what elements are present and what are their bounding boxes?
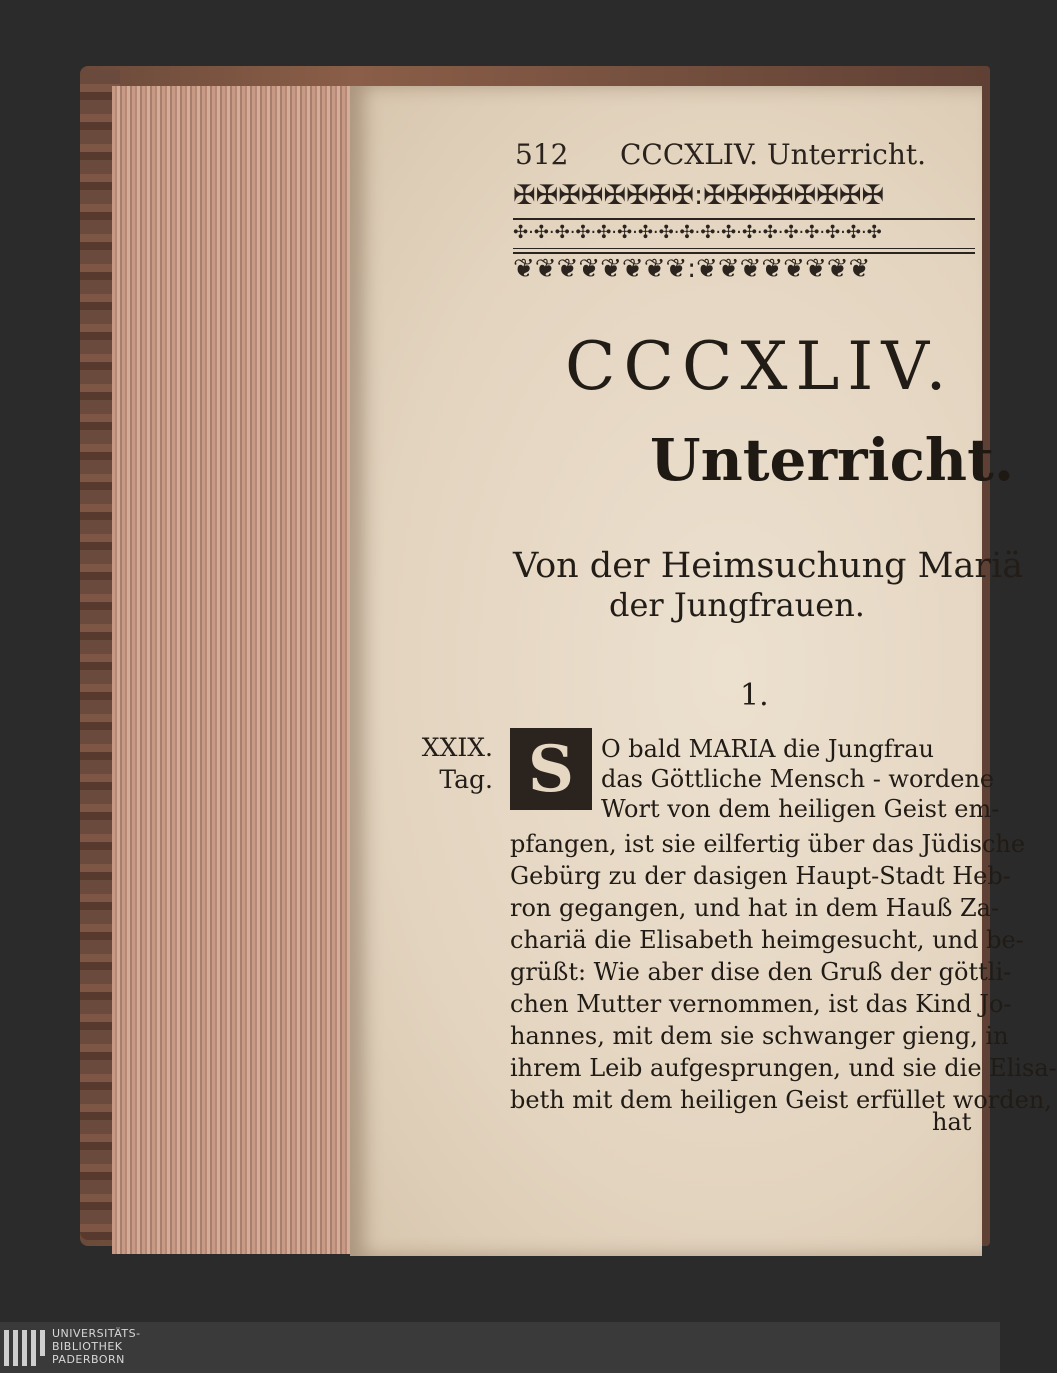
body-line: pfangen, ist sie eilfertig über das Jüdische <box>510 830 1026 858</box>
ornament-border-bottom: ❦❦❦❦❦❦❦❦:❦❦❦❦❦❦❦❦ <box>513 252 975 292</box>
subtitle-line-2: der Jungfrauen. <box>609 586 865 624</box>
body-line: ihrem Leib aufgesprungen, und sie die Elisa- <box>510 1054 1057 1082</box>
drop-initial: S <box>510 728 592 810</box>
body-line: O bald MARIA die Jungfrau <box>601 735 934 763</box>
page-number: 512 <box>515 138 569 171</box>
chapter-title: Unterricht. <box>650 426 1015 494</box>
body-line: ron gegangen, und hat in dem Hauß Za- <box>510 894 1000 922</box>
body-line: das Göttliche Mensch - wordene <box>601 765 995 793</box>
margin-note <box>401 732 493 796</box>
body-line: hannes, mit dem sie schwanger gieng, in <box>510 1022 1009 1050</box>
page-edges <box>112 86 362 1254</box>
body-line: beth mit dem heiligen Geist erfüllet worden, <box>510 1086 1052 1114</box>
margin-note-day-label: Tag. <box>439 765 493 794</box>
library-logo-text <box>52 1327 141 1366</box>
subtitle-line-1: Von der Heimsuchung Mariä <box>513 546 1024 586</box>
ornament-border-top: ✠✠✠✠✠✠✠✠:✠✠✠✠✠✠✠✠ <box>513 180 975 220</box>
body-line: Gebürg zu der dasigen Haupt-Stadt Heb- <box>510 862 1011 890</box>
running-header <box>513 138 943 178</box>
running-head: CCCXLIV. Unterricht. <box>620 138 927 171</box>
library-logo-icon <box>4 1330 46 1366</box>
catchword: hat <box>932 1108 972 1136</box>
section-number: 1. <box>740 678 769 713</box>
logo-line-2: BIBLIOTHEK <box>52 1340 123 1353</box>
margin-note-day-number: XXIX. <box>421 733 493 762</box>
logo-line-1: UNIVERSITÄTS- <box>52 1327 141 1340</box>
body-line: chariä die Elisabeth heimgesucht, und be- <box>510 926 1024 954</box>
body-line: grüßt: Wie aber dise den Gruß der göttli- <box>510 958 1012 986</box>
library-footer <box>0 1322 1000 1373</box>
ornament-border-middle: ✣·✣·✣·✣·✣·✣·✣·✣·✣·✣·✣·✣·✣·✣·✣·✣·✣·✣ <box>513 222 975 249</box>
logo-line-3: PADERBORN <box>52 1353 125 1366</box>
body-line: chen Mutter vernommen, ist das Kind Jo- <box>510 990 1012 1018</box>
body-line: Wort von dem heiligen Geist em- <box>601 795 1000 823</box>
chapter-number: CCCXLIV. <box>565 328 955 405</box>
